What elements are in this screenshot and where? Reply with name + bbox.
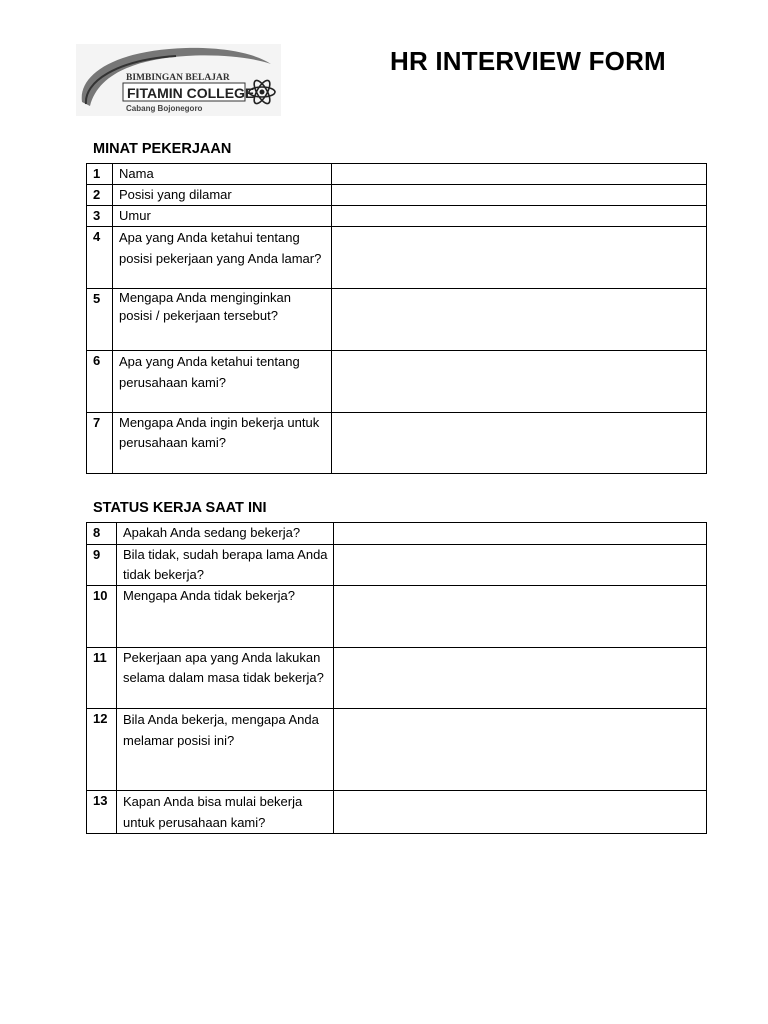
row-number: 3 bbox=[87, 206, 113, 227]
answer-cell[interactable] bbox=[334, 648, 707, 709]
answer-cell[interactable] bbox=[332, 164, 707, 185]
section-title-status-kerja: STATUS KERJA SAAT INI bbox=[93, 500, 267, 516]
question-cell: Posisi yang dilamar bbox=[113, 185, 332, 206]
table-row bbox=[87, 164, 707, 185]
table-row bbox=[87, 413, 707, 474]
table-row bbox=[87, 709, 707, 791]
answer-cell[interactable] bbox=[332, 351, 707, 413]
question-cell: Bila Anda bekerja, mengapa Anda melamar posisi ini? bbox=[117, 709, 334, 791]
logo-line1: BIMBINGAN BELAJAR bbox=[126, 73, 230, 83]
answer-cell[interactable] bbox=[332, 206, 707, 227]
question-cell: Apa yang Anda ketahui tentang perusahaan kami? bbox=[113, 351, 332, 413]
table-row bbox=[87, 206, 707, 227]
question-cell: Kapan Anda bisa mulai bekerja untuk perusahaan kami? bbox=[117, 791, 334, 834]
logo-line3: Cabang Bojonegoro bbox=[126, 104, 203, 113]
row-number: 9 bbox=[87, 545, 117, 586]
question-cell: Mengapa Anda menginginkan posisi / pekerjaan tersebut? bbox=[113, 289, 332, 351]
row-number: 7 bbox=[87, 413, 113, 474]
table-row bbox=[87, 545, 707, 586]
table-row bbox=[87, 227, 707, 289]
logo-line2: FITAMIN COLLEGE bbox=[127, 85, 255, 101]
question-cell: Mengapa Anda tidak bekerja? bbox=[117, 586, 334, 648]
table-row bbox=[87, 523, 707, 545]
minat-pekerjaan-table bbox=[86, 163, 707, 474]
section-title-minat-pekerjaan: MINAT PEKERJAAN bbox=[93, 141, 232, 157]
status-kerja-table bbox=[86, 522, 707, 834]
row-number: 13 bbox=[87, 791, 117, 834]
question-cell: Bila tidak, sudah berapa lama Anda tidak bekerja? bbox=[117, 545, 334, 586]
row-number: 12 bbox=[87, 709, 117, 791]
answer-cell[interactable] bbox=[332, 413, 707, 474]
question-cell: Umur bbox=[113, 206, 332, 227]
table-row bbox=[87, 185, 707, 206]
answer-cell[interactable] bbox=[332, 185, 707, 206]
question-cell: Apa yang Anda ketahui tentang posisi pekerjaan yang Anda lamar? bbox=[113, 227, 332, 289]
row-number: 1 bbox=[87, 164, 113, 185]
row-number: 4 bbox=[87, 227, 113, 289]
row-number: 5 bbox=[87, 289, 113, 351]
question-cell: Apakah Anda sedang bekerja? bbox=[117, 523, 334, 545]
question-cell: Nama bbox=[113, 164, 332, 185]
answer-cell[interactable] bbox=[332, 289, 707, 351]
page-title: HR INTERVIEW FORM bbox=[390, 46, 666, 76]
answer-cell[interactable] bbox=[334, 523, 707, 545]
table-row bbox=[87, 648, 707, 709]
company-logo bbox=[76, 44, 281, 116]
answer-cell[interactable] bbox=[332, 227, 707, 289]
row-number: 10 bbox=[87, 586, 117, 648]
row-number: 2 bbox=[87, 185, 113, 206]
answer-cell[interactable] bbox=[334, 791, 707, 834]
answer-cell[interactable] bbox=[334, 586, 707, 648]
table-row bbox=[87, 351, 707, 413]
answer-cell[interactable] bbox=[334, 545, 707, 586]
table-row bbox=[87, 791, 707, 834]
row-number: 6 bbox=[87, 351, 113, 413]
question-cell: Pekerjaan apa yang Anda lakukan selama dalam masa tidak bekerja? bbox=[117, 648, 334, 709]
question-cell: Mengapa Anda ingin bekerja untuk perusahaan kami? bbox=[113, 413, 332, 474]
table-row bbox=[87, 289, 707, 351]
row-number: 8 bbox=[87, 523, 117, 545]
row-number: 11 bbox=[87, 648, 117, 709]
answer-cell[interactable] bbox=[334, 709, 707, 791]
table-row bbox=[87, 586, 707, 648]
